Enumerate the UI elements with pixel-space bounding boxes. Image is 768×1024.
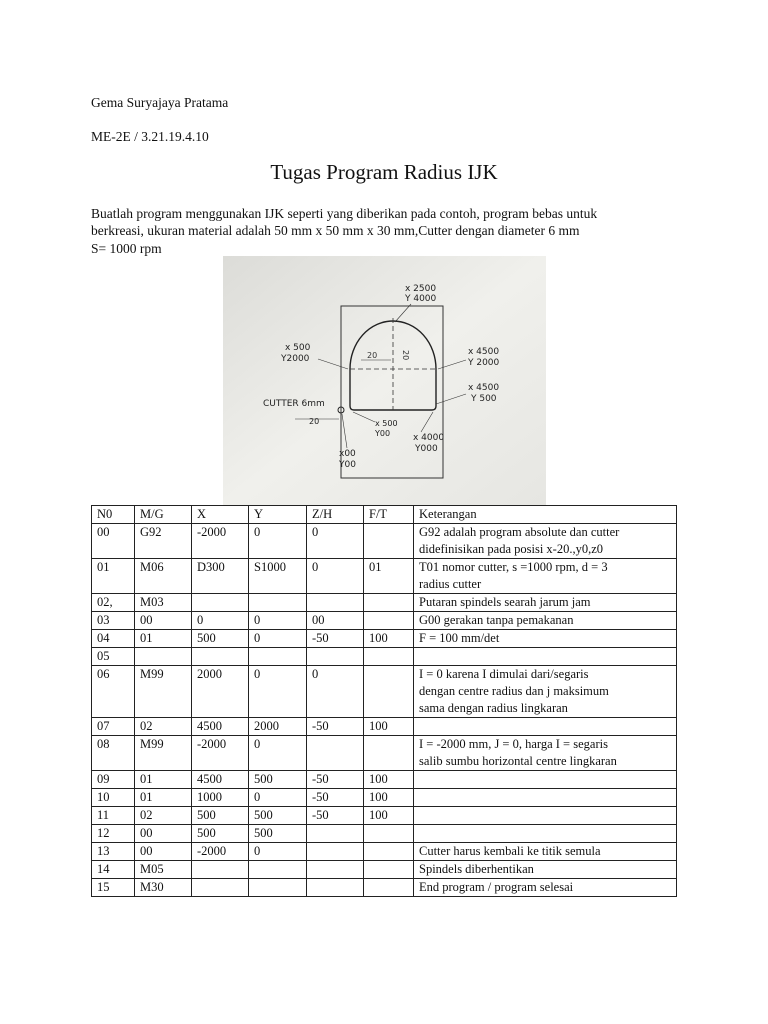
table-cell: 0 [249, 666, 307, 718]
label-origin-x: x00 [339, 449, 356, 459]
table-cell [135, 648, 192, 666]
table-cell [364, 736, 414, 771]
table-cell: 100 [364, 630, 414, 648]
program-table [91, 505, 677, 897]
table-cell [364, 825, 414, 843]
table-cell: 0 [249, 524, 307, 559]
table-cell: M30 [135, 879, 192, 897]
col-header: M/G [135, 506, 192, 524]
col-header: Y [249, 506, 307, 524]
table-cell [307, 825, 364, 843]
intro-line-1: Buatlah program menggunakan IJK seperti yang diberikan pada contoh, program bebas untuk [91, 206, 598, 221]
workpiece-drawing-photo [223, 256, 546, 506]
table-cell [307, 648, 364, 666]
table-row [92, 807, 677, 825]
keterangan-cell [414, 771, 677, 789]
table-cell: 13 [92, 843, 135, 861]
col-header: Z/H [307, 506, 364, 524]
keterangan-line: G00 gerakan tanpa pemakanan [419, 613, 574, 627]
table-cell: 00 [307, 612, 364, 630]
keterangan-cell [414, 879, 677, 897]
label-left-x: x 500 [285, 343, 311, 353]
table-row [92, 789, 677, 807]
table-cell: -50 [307, 771, 364, 789]
table-cell [192, 648, 249, 666]
label-bottom-right-y: Y000 [415, 444, 438, 454]
table-cell: 14 [92, 861, 135, 879]
table-row [92, 612, 677, 630]
table-cell: M06 [135, 559, 192, 594]
table-row [92, 718, 677, 736]
table-cell: S1000 [249, 559, 307, 594]
label-top-y: Y 4000 [405, 294, 437, 304]
table-cell [364, 594, 414, 612]
table-cell: 11 [92, 807, 135, 825]
table-cell: 10 [92, 789, 135, 807]
table-cell [192, 879, 249, 897]
table-cell: 500 [249, 825, 307, 843]
table-cell: 08 [92, 736, 135, 771]
keterangan-line: salib sumbu horizontal centre lingkaran [419, 754, 617, 768]
keterangan-cell [414, 666, 677, 718]
keterangan-cell [414, 825, 677, 843]
table-cell: 1000 [192, 789, 249, 807]
table-row [92, 648, 677, 666]
table-cell: 02, [92, 594, 135, 612]
table-cell: 07 [92, 718, 135, 736]
dim-20-horizontal: 20 [367, 351, 378, 360]
table-cell [364, 648, 414, 666]
col-header: N0 [92, 506, 135, 524]
table-cell: M99 [135, 736, 192, 771]
table-cell: 500 [249, 771, 307, 789]
table-header-row [92, 506, 677, 524]
table-cell [364, 666, 414, 718]
label-left-y: Y2000 [281, 354, 310, 364]
table-cell: -2000 [192, 524, 249, 559]
table-cell: -50 [307, 630, 364, 648]
table-cell [364, 524, 414, 559]
label-top-x: x 2500 [405, 284, 437, 294]
table-cell: G92 [135, 524, 192, 559]
table-row [92, 559, 677, 594]
keterangan-line: T01 nomor cutter, s =1000 rpm, d = 3 [419, 560, 608, 574]
author-name: Gema Suryajaya Pratama [91, 95, 229, 110]
cutter-label: CUTTER 6mm [263, 399, 325, 409]
table-row [92, 524, 677, 559]
table-cell: 01 [135, 771, 192, 789]
keterangan-cell [414, 718, 677, 736]
table-cell: 00 [135, 843, 192, 861]
table-cell: 100 [364, 807, 414, 825]
table-cell: M03 [135, 594, 192, 612]
table-body [92, 524, 677, 897]
table-cell [249, 648, 307, 666]
table-cell [307, 843, 364, 861]
keterangan-cell [414, 789, 677, 807]
table-cell: 00 [135, 612, 192, 630]
table-cell: 04 [92, 630, 135, 648]
table-cell: 2000 [192, 666, 249, 718]
table-row [92, 825, 677, 843]
label-bottom-mid-x: x 500 [375, 419, 398, 428]
keterangan-line: I = -2000 mm, J = 0, harga I = segaris [419, 737, 608, 751]
keterangan-cell [414, 559, 677, 594]
table-cell: 01 [92, 559, 135, 594]
table-row [92, 771, 677, 789]
table-cell: 0 [307, 559, 364, 594]
keterangan-line: End program / program selesai [419, 880, 574, 894]
label-bottom-mid-y: Y00 [375, 429, 391, 438]
table-cell: 500 [192, 825, 249, 843]
table-cell: 4500 [192, 771, 249, 789]
table-cell: 15 [92, 879, 135, 897]
table-cell: M05 [135, 861, 192, 879]
table-cell [249, 594, 307, 612]
keterangan-line: I = 0 karena I dimulai dari/segaris [419, 667, 589, 681]
table-cell: 01 [364, 559, 414, 594]
label-origin-y: Y00 [339, 460, 356, 470]
keterangan-cell [414, 648, 677, 666]
table-cell: 500 [192, 630, 249, 648]
keterangan-cell [414, 630, 677, 648]
table-cell: 12 [92, 825, 135, 843]
table-cell [307, 736, 364, 771]
table-cell: 0 [307, 524, 364, 559]
table-cell: 0 [192, 612, 249, 630]
col-header: F/T [364, 506, 414, 524]
keterangan-cell [414, 736, 677, 771]
col-header: X [192, 506, 249, 524]
keterangan-line: Putaran spindels searah jarum jam [419, 595, 591, 609]
label-lowright-x: x 4500 [468, 383, 500, 393]
col-header: Keterangan [414, 506, 677, 524]
table-cell: 100 [364, 718, 414, 736]
table-row [92, 736, 677, 771]
table-cell: 01 [135, 630, 192, 648]
table-cell: 4500 [192, 718, 249, 736]
table-cell: 00 [92, 524, 135, 559]
table-cell: M99 [135, 666, 192, 718]
keterangan-cell [414, 843, 677, 861]
table-cell [249, 879, 307, 897]
keterangan-line: G92 adalah program absolute dan cutter [419, 525, 620, 539]
table-row [92, 630, 677, 648]
table-row [92, 861, 677, 879]
keterangan-cell [414, 861, 677, 879]
table-cell [307, 861, 364, 879]
keterangan-cell [414, 594, 677, 612]
table-cell: 2000 [249, 718, 307, 736]
table-cell: 05 [92, 648, 135, 666]
table-cell [192, 861, 249, 879]
table-cell: 02 [135, 807, 192, 825]
table-row [92, 666, 677, 718]
table-cell: 0 [249, 736, 307, 771]
keterangan-cell [414, 807, 677, 825]
table-cell [364, 612, 414, 630]
table-cell: 500 [192, 807, 249, 825]
keterangan-line: radius cutter [419, 577, 482, 591]
table-cell [364, 843, 414, 861]
table-cell: -50 [307, 789, 364, 807]
document-title: Tugas Program Radius IJK [270, 160, 498, 184]
table-cell [307, 879, 364, 897]
table-cell: D300 [192, 559, 249, 594]
label-lowright-y: Y 500 [471, 394, 497, 404]
keterangan-line: Cutter harus kembali ke titik semula [419, 844, 601, 858]
table-cell: 00 [135, 825, 192, 843]
table-cell [249, 861, 307, 879]
table-cell: 100 [364, 789, 414, 807]
table-cell: 01 [135, 789, 192, 807]
table-row [92, 879, 677, 897]
class-id: ME-2E / 3.21.19.4.10 [91, 129, 209, 144]
table-row [92, 843, 677, 861]
table-cell: -2000 [192, 843, 249, 861]
dim-20-vertical: 20 [401, 350, 410, 361]
table-cell: 0 [249, 789, 307, 807]
keterangan-line: F = 100 mm/det [419, 631, 500, 645]
dim-20-left: 20 [309, 417, 320, 426]
table-cell [364, 879, 414, 897]
table-cell: 03 [92, 612, 135, 630]
label-right-y: Y 2000 [468, 358, 500, 368]
keterangan-line: Spindels diberhentikan [419, 862, 534, 876]
table-cell: 0 [249, 630, 307, 648]
keterangan-line: didefinisikan pada posisi x-20.,y0,z0 [419, 542, 603, 556]
keterangan-line: sama dengan radius lingkaran [419, 701, 568, 715]
table-cell [364, 861, 414, 879]
keterangan-cell [414, 612, 677, 630]
table-cell: 0 [307, 666, 364, 718]
table-row [92, 594, 677, 612]
table-cell: 09 [92, 771, 135, 789]
intro-line-2: berkreasi, ukuran material adalah 50 mm x 50 mm x 30 mm,Cutter dengan diameter 6 mm [91, 223, 580, 238]
table-cell: 500 [249, 807, 307, 825]
table-cell: 100 [364, 771, 414, 789]
keterangan-cell [414, 524, 677, 559]
label-right-x: x 4500 [468, 347, 500, 357]
table-cell: 02 [135, 718, 192, 736]
table-cell: 0 [249, 843, 307, 861]
table-cell: -50 [307, 807, 364, 825]
table-cell: 06 [92, 666, 135, 718]
table-cell [192, 594, 249, 612]
table-cell [307, 594, 364, 612]
keterangan-line: dengan centre radius dan j maksimum [419, 684, 609, 698]
table-cell: -2000 [192, 736, 249, 771]
label-bottom-right-x: x 4000 [413, 433, 445, 443]
photo-background [223, 256, 546, 506]
table-cell: -50 [307, 718, 364, 736]
intro-line-3: S= 1000 rpm [91, 241, 162, 256]
table-cell: 0 [249, 612, 307, 630]
